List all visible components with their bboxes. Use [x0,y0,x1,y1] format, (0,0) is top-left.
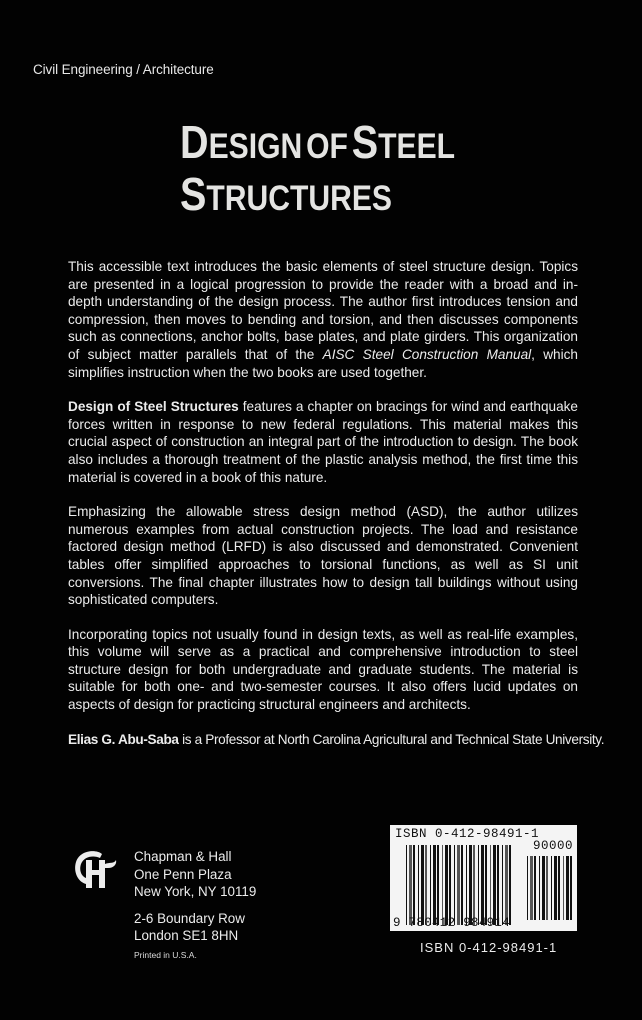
ean-barcode-bars-icon [406,845,514,925]
us-address-line-2: New York, NY 10119 [134,884,257,899]
description-paragraph-3: Emphasizing the allowable stress design method (ASD), the author utilizes numerous examples from actual construction projects. The load and resistance factored design method (LRFD) is also discussed and demonstrated. Convenient tables offer simplified approaches to torsional functions, as well as SI unit conversions. The final chapter illustrates how to design tall buildings without using sophisticated computers. [68,504,578,608]
title-line-1 [180,116,456,174]
barcode-isbn-label: ISBN 0-412-98491-1 [395,827,540,841]
uk-address-line-1: 2-6 Boundary Row [134,910,245,926]
title-line-2-text: STRUCTURES [180,168,393,220]
chapman-hall-logo-icon [72,850,120,890]
addon-barcode-bars-icon [527,856,573,920]
isbn-barcode [390,825,577,931]
title-line-2 [180,168,455,226]
book-title [180,116,456,226]
description-paragraph-4: Incorporating topics not usually found in design texts, as well as real-life examples, this volume will serve as a practical and comprehensive introduction to steel structure design for both undergraduate and graduate students. The material is suitable for both one- and two-semester courses. It also offers lucid updates on aspects of design for practicing structural engineers and architects. [68,626,578,713]
author-bio: Elias G. Abu-Saba is a Professor at North Carolina Agricultural and Technical State University. [68,731,605,747]
publisher-name: Chapman & Hall [134,849,232,864]
description [68,258,605,765]
subject-category: Civil Engineering / Architecture [33,62,214,77]
barcode-price-code: 90000 [532,839,573,853]
barcode-ean-digits: 9 780412 984914 [393,916,511,930]
publisher-address [134,848,256,954]
printed-in-label: Printed in U.S.A. [134,950,197,960]
title-line-1-text: DESIGN OF STEEL [180,116,456,168]
manual-title: AISC Steel Construction Manual [322,346,532,362]
author-name: Elias G. Abu-Saba [68,731,179,747]
uk-address-line-2: London SE1 8HN [134,928,239,943]
us-address-line-1: One Penn Plaza [134,866,232,882]
book-title-inline: Design of Steel Structures [68,399,239,415]
description-paragraph-1: This accessible text introduces the basic elements of steel structure design. Topics are presented in a logical progression to provide the reader with a broad and in-depth understanding of the design process. The author first introduces tension and compression, then moves to bending and torsion, and then discusses components such as connections, anchor bolts, base plates, and plate girders. This organization of subject matter parallels that of the AISC Steel Construction Manual, which simplifies instruction when the two books are used together. [68,259,578,380]
description-paragraph-2: Design of Steel Structures features a chapter on bracings for wind and earthquake forces written in response to new federal regulations. This material makes this crucial aspect of construction an integral part of the introduction to design. The book also includes a thorough treatment of the plastic analysis method, the first time this material is covered in a book of this nature. [68,399,578,485]
isbn-text: ISBN 0-412-98491-1 [420,940,558,955]
